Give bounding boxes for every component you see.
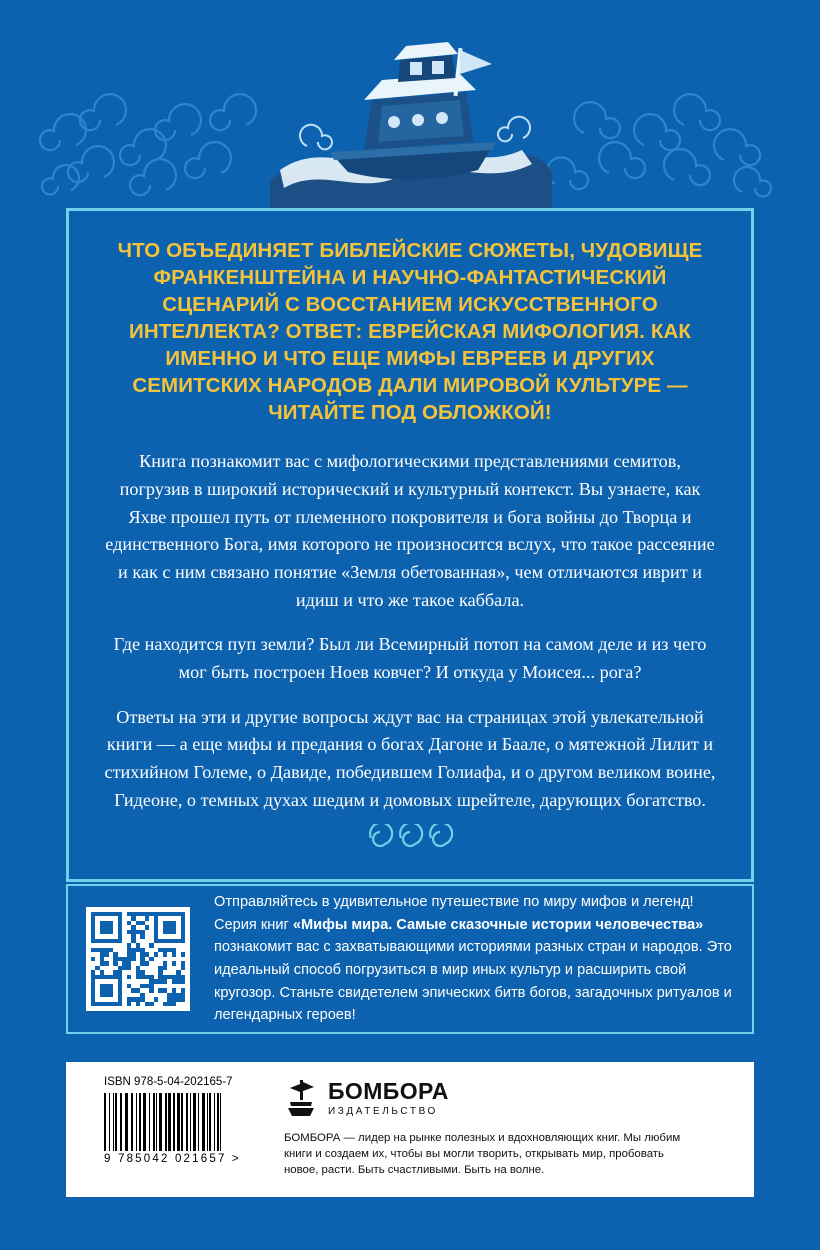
publisher-logo-row [284, 1078, 684, 1118]
footer-strip [66, 1062, 754, 1197]
cover-headline: ЧТО ОБЪЕДИНЯЕТ БИБЛЕЙСКИЕ СЮЖЕТЫ, ЧУДОВИЩЕ ФРАНКЕНШТЕЙНА И НАУЧНО-ФАНТАСТИЧЕСКИЙ СЦЕНАРИЙ С ВОССТАНИЕМ ИСКУССТВЕННОГО ИНТЕЛЛЕКТА? ОТВЕТ: ЕВРЕЙСКАЯ МИФОЛОГИЯ. КАК ИМЕННО И ЧТО ЕЩЕ МИФЫ ЕВРЕЕВ И ДРУГИХ СЕМИТСКИХ НАРОДОВ ДАЛИ МИРОВОЙ КУЛЬТУРЕ — ЧИТАЙТЕ ПОД ОБЛОЖКОЙ! [117, 239, 703, 425]
series-text-part1: Отправляйтесь в удивительное путешествие по миру мифов и легенд! Серия книг [214, 894, 694, 933]
noahs-ark-illustration [260, 30, 560, 210]
ornament-flourish [103, 824, 717, 855]
qr-code-matrix [91, 912, 185, 1006]
blurb-paragraph-3: Ответы на эти и другие вопросы ждут вас на страницах этой увлекательной книги — а еще мифы и предания о богах Дагоне и Баале, о мятежной Лилит и стихийном Големе, о Давиде, победившем Голиафа, и о другом великом воине, Гидеоне, о темных духах шедим и домовых шрейтеле, дарующих богатство. [104, 706, 716, 810]
bombora-logo-icon [284, 1078, 318, 1118]
blurb-panel [66, 208, 754, 882]
isbn-text: ISBN 978-5-04-202165-7 [104, 1076, 233, 1088]
blurb-paragraph-2: Где находится пуп земли? Был ли Всемирный потоп на самом деле и из чего мог быть построен Ноев ковчег? И откуда у Моисея... рога? [113, 634, 707, 682]
publisher-name: БОМБОРА [328, 1077, 449, 1104]
publisher-block [274, 1062, 708, 1179]
spiral-ornament-icon [364, 824, 456, 850]
series-info-panel [66, 884, 754, 1034]
isbn-block [66, 1062, 274, 1165]
publisher-subtitle: ИЗДАТЕЛЬСТВО [328, 1105, 438, 1117]
publisher-blurb: БОМБОРА — лидер на рынке полезных и вдохновляющих книг. Мы любим книги и создаем их, чтобы вы могли творить, открывать мир, пробовать новое, расти. Быть счастливыми. Быть на волне. [284, 1132, 681, 1177]
series-description [214, 891, 734, 1027]
barcode-digits: 9 785042 021657 > [104, 1153, 241, 1165]
blurb-paragraph-1: Книга познакомит вас с мифологическими представлениями семитов, погрузив в широкий исторический и культурный контекст. Вы узнаете, как Яхве прошел путь от племенного покровителя и бога войны до Творца и единственного Бога, имя которого не произносится вслух, что такое рассеяние и как с ним связано понятие «Земля обетованная», чем отличаются иврит и идиш и что же такое каббала. [105, 451, 715, 610]
series-title: «Мифы мира. Самые сказочные истории человечества» [292, 916, 704, 933]
qr-code[interactable] [86, 907, 190, 1011]
wave-decoration [0, 0, 820, 215]
series-text-part2: познакомит вас с захватывающими историями разных стран и народов. Это идеальный способ погрузиться в мир иных культур и расширить свой кругозор. Станьте свидетелем эпических битв богов, загадочных ритуалов и легендарных героев! [214, 939, 732, 1024]
barcode [104, 1093, 274, 1151]
